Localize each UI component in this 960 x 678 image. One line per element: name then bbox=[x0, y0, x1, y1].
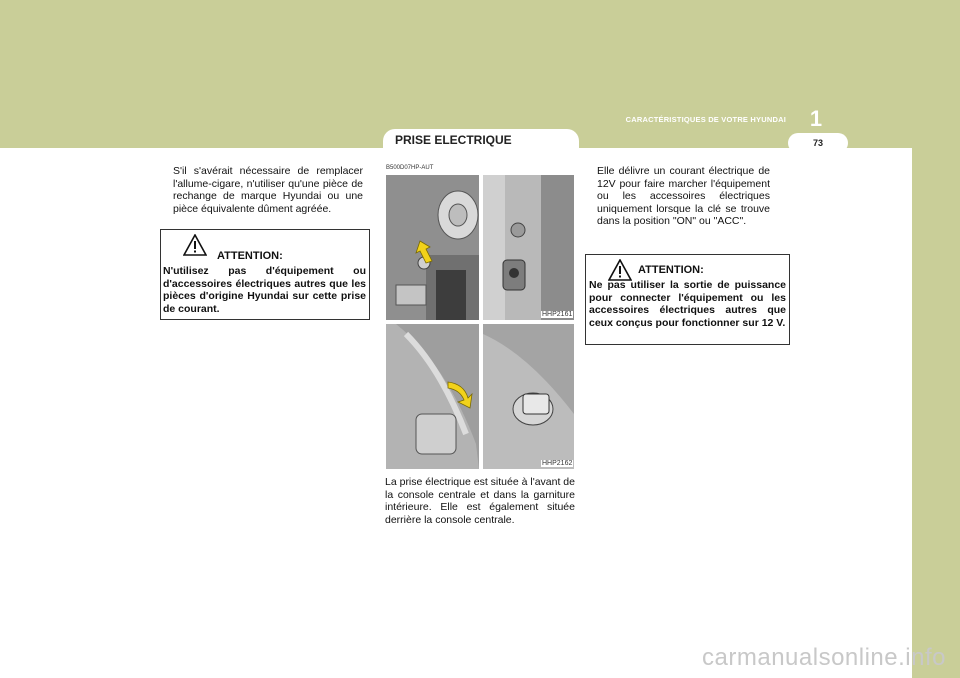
right-paragraph: Elle délivre un courant électrique de 12V pour faire marcher l'équipement ou les accessoires électriques uniquement lorsque la clé se trouve dans la position "ON" ou "ACC". bbox=[597, 165, 770, 227]
middle-paragraph: La prise électrique est située à l'avant de la console centrale et dans la garniture intérieure. Elle est également située derrière la console centrale. bbox=[385, 476, 575, 526]
right-warning-body: Ne pas utiliser la sortie de puissance pour connecter l'équipement ou les accessoires électriques autres que ceux conçus pour fonctionner sur 12 V. bbox=[589, 279, 786, 329]
side-band bbox=[912, 148, 960, 678]
power-outlet-illustration bbox=[483, 175, 574, 320]
section-title: PRISE ELECTRIQUE bbox=[395, 133, 512, 147]
chapter-number: 1 bbox=[809, 106, 823, 131]
watermark: carmanualsonline.info bbox=[702, 644, 946, 671]
left-warning-box bbox=[160, 229, 370, 320]
rear-outlet-illustration bbox=[483, 324, 574, 469]
chapter-title: CARACTÉRISTIQUES DE VOTRE HYUNDAI bbox=[625, 115, 786, 124]
photo-gear-console bbox=[386, 175, 479, 320]
reference-code: B500D07HP-AUT bbox=[386, 165, 434, 171]
section-tab bbox=[383, 129, 579, 153]
left-warning-title: ATTENTION: bbox=[217, 250, 283, 262]
left-paragraph: S'il s'avérait nécessaire de remplacer l'allume-cigare, n'utiliser qu'une pièce de rechange de marque Hyundai ou une pièce équivalente dûment agréée. bbox=[173, 165, 363, 215]
gear-console-illustration bbox=[386, 175, 479, 320]
door-trim-illustration bbox=[386, 324, 479, 469]
figure-label-top: HHP2161 bbox=[542, 311, 573, 318]
photo-power-outlet bbox=[483, 175, 574, 320]
page-number: 73 bbox=[788, 133, 848, 153]
left-warning-body: N'utilisez pas d'équipement ou d'accessoires électriques autres que les pièces d'origine Hyundai sur cette prise de courant. bbox=[163, 265, 366, 315]
photo-door-trim bbox=[386, 324, 479, 469]
warning-icon bbox=[608, 259, 632, 281]
right-warning-box bbox=[585, 254, 790, 345]
warning-icon bbox=[183, 234, 207, 256]
photo-rear-outlet bbox=[483, 324, 574, 469]
figure-label-bottom: HHP2162 bbox=[542, 460, 573, 467]
right-warning-title: ATTENTION: bbox=[638, 264, 704, 276]
